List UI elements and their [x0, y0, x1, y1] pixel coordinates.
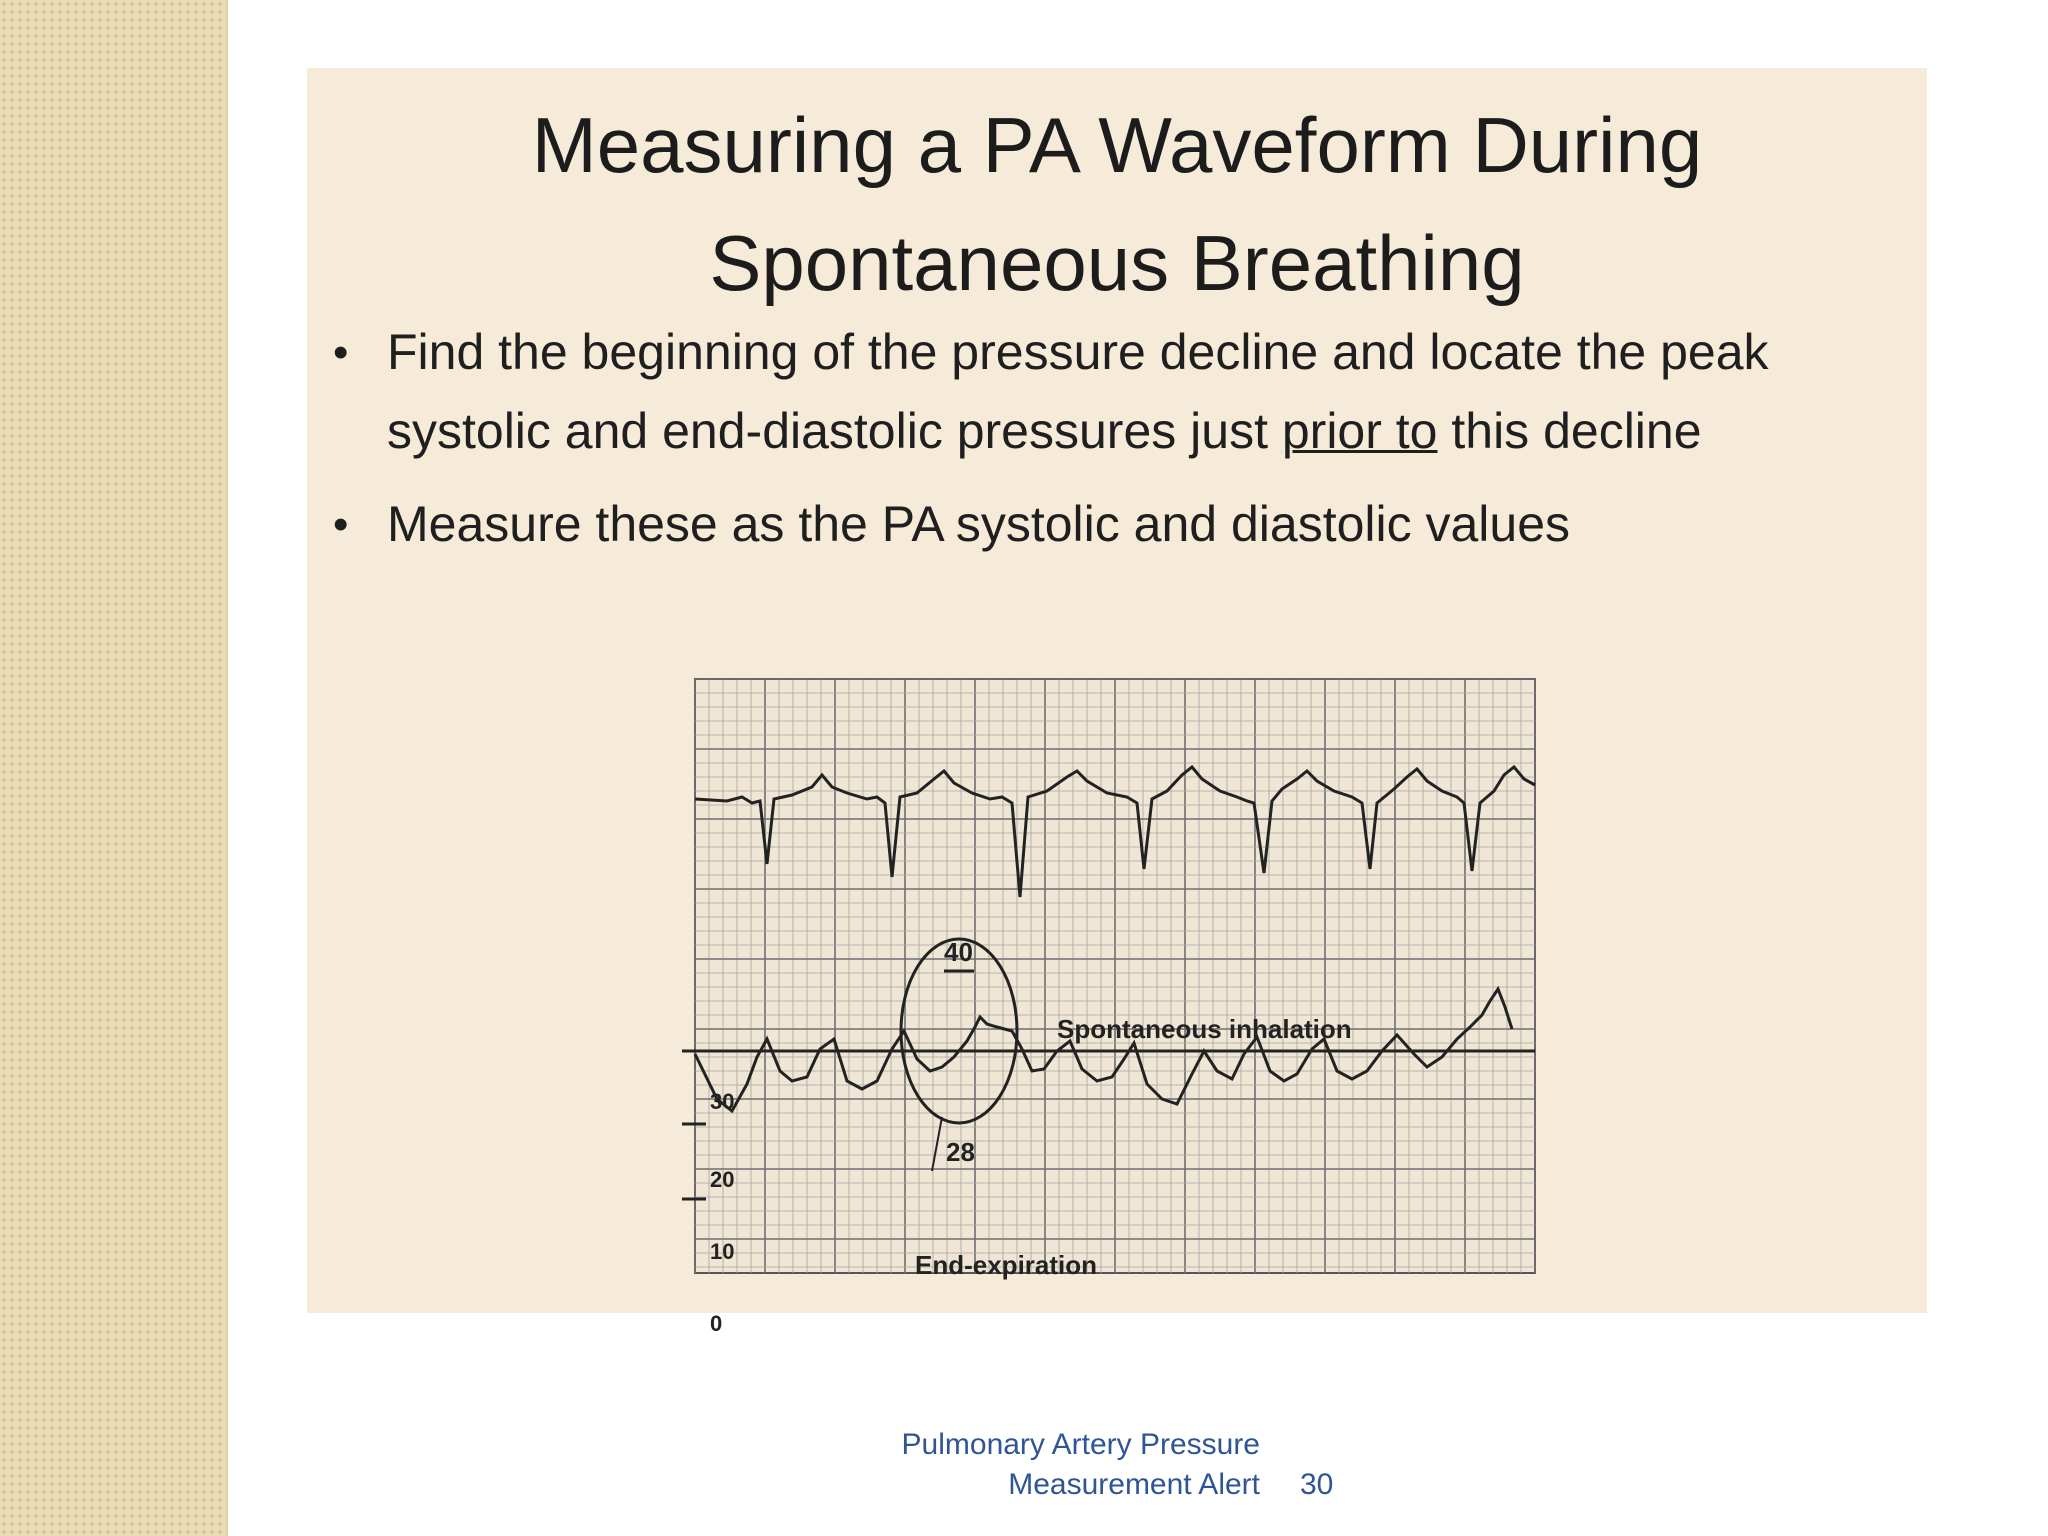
- y-axis-label-0: 0: [710, 1311, 723, 1336]
- decorative-side-strip: [0, 0, 228, 1536]
- bullet-dot: •: [333, 328, 349, 377]
- footer-title: [840, 1425, 1260, 1505]
- bullet-item-1: [327, 313, 1887, 471]
- y-axis-label-30: 30: [710, 1089, 735, 1114]
- y-axis-label-20: 20: [710, 1167, 735, 1192]
- slide-footer: [840, 1425, 1334, 1505]
- inhalation-annotation: Spontaneous inhalation: [1057, 1014, 1352, 1044]
- bullet-2-text: Measure these as the PA systolic and diastolic values: [387, 496, 1571, 552]
- footer-title-line-1: Pulmonary Artery Pressure: [901, 1428, 1260, 1461]
- y-axis-label-10: 10: [710, 1239, 735, 1264]
- bullet-item-2: [327, 485, 1887, 564]
- slide-image: [307, 68, 1927, 1336]
- bullet-dot: •: [333, 500, 349, 549]
- strip-grid: [695, 679, 1535, 1273]
- bullet-1-text: Find the beginning of the pressure decline and locate the peak systolic and end-diastolic pressures just: [387, 324, 1769, 459]
- expiration-annotation: End-expiration: [915, 1250, 1098, 1280]
- pa-waveform-strip: [672, 679, 1532, 1336]
- slide-title: [307, 86, 1927, 322]
- peak-value-label: 40: [944, 937, 973, 967]
- footer-title-line-2: Measurement Alert: [1008, 1468, 1260, 1501]
- page-number: 30: [1300, 1468, 1334, 1501]
- bullet-1-text-end: this decline: [1437, 403, 1702, 459]
- trough-value-label: 28: [946, 1137, 975, 1167]
- slide-title-line-2: Spontaneous Breathing: [709, 219, 1525, 307]
- slide-title-line-1: Measuring a PA Waveform During: [531, 101, 1703, 189]
- bullet-list: [327, 313, 1887, 578]
- bullet-1-underlined-text: prior to: [1281, 403, 1438, 459]
